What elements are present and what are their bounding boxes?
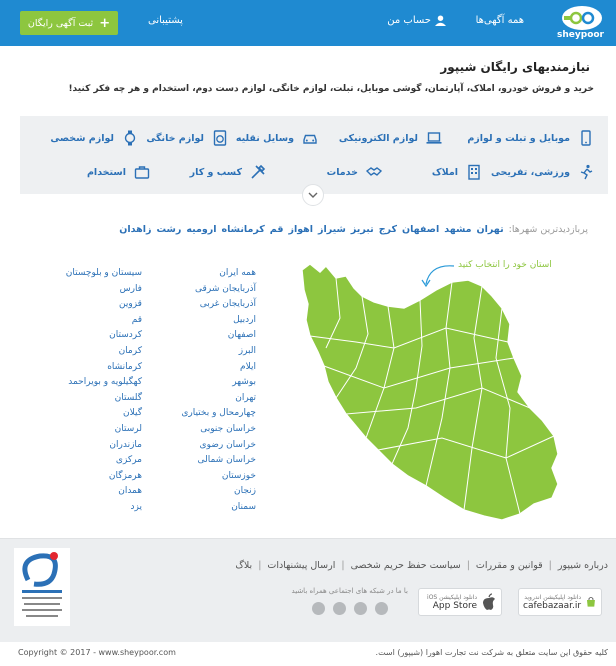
province-link[interactable]: گلستان [114,392,142,403]
province-link[interactable]: خراسان شمالی [197,455,256,466]
province-link[interactable]: تهران [235,392,256,403]
popular-city-link[interactable]: رشت [156,224,182,235]
province-link[interactable]: بوشهر [232,377,256,388]
apple-icon [481,593,497,611]
rights-text: کلیه حقوق این سایت متعلق به شرکت نت تجارت اهورا (شیپور) است. [375,648,608,657]
category-business[interactable] [190,162,266,182]
province-link[interactable]: یزد [130,501,142,512]
popular-city-link[interactable]: مشهد [444,224,472,235]
popular-city-link[interactable]: تهران [476,224,504,235]
category-label: لوازم الکترونیکی [338,132,418,144]
province-link[interactable]: کردستان [109,330,142,341]
popular-city-link[interactable]: کرج [378,224,397,235]
chevron-down-icon [308,192,318,198]
copyright-text: Copyright © 2017 - www.sheypoor.com [18,648,176,657]
iran-province-map[interactable] [296,258,566,530]
province-link[interactable]: مازندران [109,439,142,450]
footer-link-rules[interactable]: قوانین و مقررات [475,560,543,571]
social-icons [312,602,388,615]
account-label: حساب من [387,15,431,26]
all-ads-link[interactable]: همه آگهی‌ها [475,15,524,26]
footer-separator: | [341,560,345,571]
province-link[interactable]: قزوین [119,299,142,310]
runner-icon [578,164,594,180]
enamad-seal[interactable] [14,548,70,626]
province-link[interactable]: کهگیلویه و بویراحمد [68,377,142,388]
categories-panel [20,116,608,194]
footer-link-privacy[interactable]: سیاست حفظ حریم شخصی [350,560,461,571]
province-link[interactable]: خراسان رضوی [199,439,256,450]
page-subtitle: خرید و فروش خودرو، املاک، آپارتمان، گوشی موبایل، تبلت، لوازم خانگی، لوازم دست دوم، استخدام و هر چه فکر کنید! [68,84,594,94]
province-link[interactable]: کرمان [118,345,142,356]
telegram-icon[interactable] [354,602,367,615]
category-label: لوازم خانگی [146,132,204,144]
province-link[interactable]: مرکزی [115,455,142,466]
mobile-icon [578,130,594,146]
province-link[interactable]: سمنان [231,501,256,512]
popular-city-link[interactable]: اصفهان [401,224,440,235]
popular-city-link[interactable]: قم [269,224,284,235]
province-list-col2 [66,266,142,516]
province-link[interactable]: همه ایران [219,268,256,278]
province-link[interactable]: همدان [118,486,142,497]
category-home-appliances[interactable] [146,128,228,148]
categories-expand-button[interactable] [302,184,324,206]
user-icon [435,15,446,26]
popular-city-link[interactable]: ارومیه [186,224,217,235]
appstore-small-text: دانلود اپلیکیشن iOS [427,593,477,601]
province-link[interactable]: البرز [238,345,256,356]
province-link[interactable]: لرستان [114,423,142,434]
cafebazaar-badge[interactable] [518,588,602,616]
appstore-text: App Store [432,600,477,611]
category-personal[interactable] [50,128,138,148]
province-link[interactable]: اردبیل [233,314,256,325]
province-link[interactable]: قم [131,314,142,325]
category-label: استخدام [86,166,126,178]
province-link[interactable]: فارس [119,283,142,294]
province-link[interactable]: اصفهان [227,330,256,341]
province-link[interactable]: چهارمحال و بختیاری [181,408,256,419]
province-link[interactable]: خراسان جنوبی [200,423,256,434]
handshake-icon [366,164,382,180]
province-link[interactable]: زنجان [233,486,256,497]
province-list-col1 [181,266,256,516]
popular-city-link[interactable]: کرمانشاه [221,224,265,235]
car-icon [302,130,318,146]
category-label: موبایل و تبلت و لوازم [467,132,570,144]
washing-machine-icon [212,130,228,146]
top-header [0,0,616,46]
tools-icon [250,164,266,180]
province-link[interactable]: هرمزگان [108,470,142,481]
popular-city-link[interactable]: تبریز [350,224,374,235]
province-link[interactable]: آذربایجان شرقی [195,283,256,294]
social-caption: با ما در شبکه های اجتماعی همراه باشید [291,587,408,595]
category-label: وسایل نقلیه [235,132,294,144]
popular-city-link[interactable]: شیراز [318,224,346,235]
instagram-icon[interactable] [312,602,325,615]
footer-link-feedback[interactable]: ارسال پیشنهادات [267,560,336,571]
popular-cities-label: پربازدیدترین شهرها: [508,224,588,235]
category-label: کسب و کار [189,166,242,178]
province-link[interactable]: ایلام [240,361,256,372]
category-label: لوازم شخصی [50,132,114,144]
category-electronics[interactable] [339,128,442,148]
pinterest-icon[interactable] [333,602,346,615]
category-sports[interactable] [491,162,594,182]
province-link[interactable]: کرمانشاه [107,361,142,372]
briefcase-icon [134,164,150,180]
category-services[interactable] [327,162,382,182]
footer-links [235,560,608,571]
map-hint-arrow [420,262,456,288]
category-label: ورزشی، تفریحی [490,166,570,178]
watch-icon [122,130,138,146]
page-title: نیازمندیهای رایگان شیپور [440,60,590,74]
category-jobs[interactable] [87,162,150,182]
cafebazaar-small-text: دانلود اپلیکیشن اندروید [524,593,582,601]
cafebazaar-bag-icon [585,593,597,611]
footer-separator: | [548,560,552,571]
laptop-icon [426,130,442,146]
cta-label: ثبت آگهی رایگان [27,17,94,29]
popular-cities-bar [119,224,588,235]
province-link[interactable]: گیلان [123,408,142,419]
building-icon [466,164,482,180]
province-link[interactable]: خوزستان [221,470,256,481]
province-link[interactable]: آذربایجان غربی [199,299,256,310]
footer-separator: | [258,560,262,571]
category-label: املاک [431,166,458,178]
footer-separator: | [466,560,470,571]
footer-link-blog[interactable]: بلاگ [235,560,253,571]
plus-icon: + [99,15,111,31]
category-real-estate[interactable] [432,162,482,182]
popular-city-link[interactable]: زاهدان [119,224,152,235]
cafebazaar-text: cafebazaar.ir [523,600,582,611]
province-link[interactable]: سیستان و بلوچستان [65,268,142,278]
category-vehicles[interactable] [236,128,318,148]
map-hint-text: استان خود را انتخاب کنید [458,260,552,270]
post-free-ad-button[interactable] [20,11,118,35]
my-account-link[interactable] [387,15,446,26]
twitter-icon[interactable] [375,602,388,615]
footer-link-about[interactable]: درباره شیپور [557,560,608,571]
support-link[interactable]: پشتیبانی [148,15,183,26]
category-mobile[interactable] [467,128,594,148]
category-label: خدمات [326,166,358,178]
appstore-badge[interactable] [418,588,502,616]
popular-city-link[interactable]: اهواز [288,224,313,235]
logo-text: sheypoor [557,30,604,40]
